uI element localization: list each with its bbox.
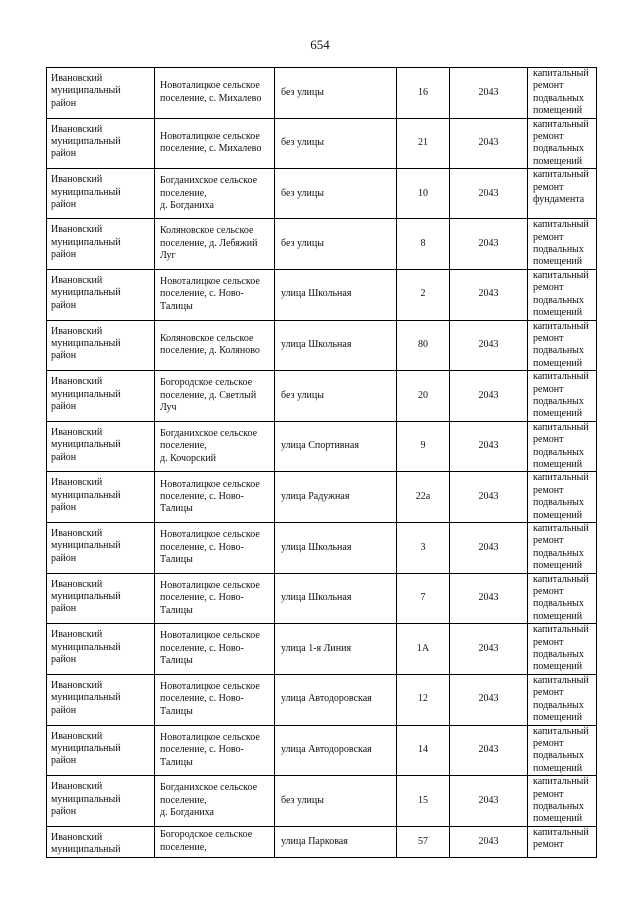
house-number-cell-text: 7: [420, 592, 426, 604]
work-type-cell-text: капитальный ремонт подвальных помещений: [533, 421, 589, 470]
work-type-cell-text: капитальный ремонт подвальных помещений: [533, 371, 589, 420]
work-type-cell-text: капитальный ремонт подвальных помещений: [533, 624, 589, 673]
settlement-cell: [155, 523, 275, 574]
settlement-cell-text: Богородское сельское поселение, д. Светлый Луч: [160, 377, 257, 414]
street-cell-text: улица Радужная: [281, 490, 350, 502]
work-type-cell: [528, 219, 597, 270]
house-number-cell: [397, 118, 450, 169]
settlement-cell: [155, 118, 275, 169]
district-cell: [47, 624, 155, 675]
street-cell: [275, 421, 397, 472]
district-cell: [47, 118, 155, 169]
year-cell: [450, 118, 528, 169]
year-cell-text: 2043: [478, 440, 499, 452]
settlement-cell-text: Коляновское сельское поселение, д. Лебяжий Луг: [160, 225, 258, 262]
house-number-cell-text: 12: [418, 693, 428, 705]
year-cell-text: 2043: [478, 642, 499, 654]
district-cell: [47, 472, 155, 523]
district-cell-text: Ивановский муниципальный: [51, 831, 121, 856]
settlement-cell-text: Новоталицкое сельское поселение, с. Ново- Талицы: [160, 681, 260, 717]
work-type-cell: [528, 523, 597, 574]
street-cell: [275, 371, 397, 422]
year-cell-text: 2043: [478, 835, 499, 847]
year-cell-text: 2043: [478, 794, 499, 806]
year-cell: [450, 68, 528, 119]
district-cell: [47, 371, 155, 422]
table-row: [47, 371, 597, 422]
table-row: [47, 118, 597, 169]
street-cell: [275, 68, 397, 119]
house-number-cell-text: 1А: [416, 642, 430, 654]
house-number-cell: [397, 219, 450, 270]
year-cell: [450, 421, 528, 472]
work-type-cell: [528, 269, 597, 320]
house-number-cell: [397, 523, 450, 574]
district-cell: [47, 269, 155, 320]
district-cell-text: Ивановский муниципальный район: [51, 376, 121, 412]
house-number-cell-text: 22а: [415, 490, 431, 502]
street-cell-text: без улицы: [281, 794, 324, 806]
street-cell: [275, 826, 397, 857]
year-cell-text: 2043: [478, 744, 499, 756]
house-number-cell: [397, 269, 450, 320]
work-type-cell-text: капитальный ремонт подвальных помещений: [533, 320, 589, 369]
house-number-cell: [397, 725, 450, 776]
house-number-cell-text: 2: [420, 288, 426, 300]
settlement-cell: [155, 320, 275, 371]
house-number-cell: [397, 826, 450, 857]
year-cell-text: 2043: [478, 592, 499, 604]
district-cell: [47, 573, 155, 624]
work-type-cell: [528, 674, 597, 725]
district-cell-text: Ивановский муниципальный район: [51, 73, 121, 109]
house-number-cell-text: 15: [418, 794, 428, 806]
year-cell: [450, 269, 528, 320]
work-type-cell-text: капитальный ремонт подвальных помещений: [533, 776, 589, 825]
year-cell: [450, 169, 528, 219]
settlement-cell-text: Новоталицкое сельское поселение, с. Ново- Талицы: [160, 630, 260, 667]
district-cell: [47, 826, 155, 857]
work-type-cell-text: капитальный ремонт подвальных помещений: [533, 674, 589, 724]
work-type-cell: [528, 826, 597, 857]
house-number-cell: [397, 776, 450, 827]
house-number-cell-text: 57: [418, 835, 428, 847]
year-cell-text: 2043: [478, 288, 499, 300]
house-number-cell: [397, 371, 450, 422]
house-number-cell-text: 16: [418, 86, 428, 98]
year-cell-text: 2043: [478, 541, 499, 553]
district-cell: [47, 776, 155, 827]
settlement-cell-text: Богданихское сельское поселение, д. Богданиха: [160, 782, 258, 819]
settlement-cell-text: Богородское сельское поселение,: [160, 829, 253, 853]
house-number-cell: [397, 169, 450, 219]
work-type-cell-text: капитальный ремонт подвальных помещений: [533, 118, 589, 167]
house-number-cell: [397, 421, 450, 472]
year-cell: [450, 725, 528, 776]
work-type-cell: [528, 472, 597, 523]
street-cell: [275, 118, 397, 169]
year-cell: [450, 624, 528, 675]
table-row: [47, 624, 597, 675]
district-cell: [47, 219, 155, 270]
street-cell-text: без улицы: [281, 237, 324, 249]
table-row: [47, 68, 597, 119]
street-cell: [275, 725, 397, 776]
district-cell-text: Ивановский муниципальный район: [51, 629, 121, 666]
year-cell: [450, 674, 528, 725]
district-cell: [47, 169, 155, 219]
settlement-cell-text: Новоталицкое сельское поселение, с. Ново- Талицы: [160, 579, 260, 616]
work-type-cell-text: капитальный ремонт: [533, 826, 589, 851]
table-row: [47, 573, 597, 624]
district-cell-text: Ивановский муниципальный район: [51, 123, 121, 160]
street-cell-text: улица Школьная: [281, 288, 352, 300]
year-cell-text: 2043: [478, 237, 499, 249]
work-type-cell: [528, 776, 597, 827]
work-type-cell-text: капитальный ремонт подвальных помещений: [533, 725, 589, 774]
house-number-cell-text: 8: [420, 237, 426, 249]
street-cell: [275, 674, 397, 725]
district-cell: [47, 523, 155, 574]
house-number-cell: [397, 674, 450, 725]
street-cell: [275, 523, 397, 574]
settlement-cell-text: Новоталицкое сельское поселение, с. Ново- Талицы: [160, 529, 260, 566]
street-cell-text: без улицы: [281, 137, 324, 149]
settlement-cell: [155, 472, 275, 523]
house-number-cell-text: 3: [420, 541, 426, 553]
street-cell-text: улица Школьная: [281, 541, 352, 553]
district-cell: [47, 421, 155, 472]
settlement-cell-text: Коляновское сельское поселение, д. Коляново: [160, 332, 260, 357]
housing-repair-table: [46, 67, 597, 858]
street-cell: [275, 219, 397, 270]
district-cell: [47, 68, 155, 119]
table-row: [47, 219, 597, 270]
settlement-cell: [155, 826, 275, 857]
street-cell: [275, 320, 397, 371]
work-type-cell: [528, 371, 597, 422]
district-cell: [47, 674, 155, 725]
district-cell-text: Ивановский муниципальный район: [51, 578, 121, 615]
street-cell-text: улица Автодоровская: [281, 744, 372, 756]
work-type-cell-text: капитальный ремонт подвальных помещений: [533, 472, 589, 521]
settlement-cell-text: Богданихское сельское поселение, д. Кочорский: [160, 427, 258, 464]
district-cell-text: Ивановский муниципальный район: [51, 224, 121, 261]
table-row: [47, 269, 597, 320]
district-cell-text: Ивановский муниципальный район: [51, 528, 121, 564]
district-cell-text: Ивановский муниципальный район: [51, 679, 121, 716]
district-cell-text: Ивановский муниципальный район: [51, 781, 121, 817]
year-cell-text: 2043: [478, 490, 499, 502]
street-cell: [275, 573, 397, 624]
work-type-cell: [528, 118, 597, 169]
year-cell: [450, 573, 528, 624]
house-number-cell-text: 14: [418, 744, 428, 756]
settlement-cell: [155, 573, 275, 624]
table-row: [47, 169, 597, 219]
house-number-cell: [397, 68, 450, 119]
table-row: [47, 472, 597, 523]
work-type-cell-text: капитальный ремонт фундамента: [533, 169, 589, 206]
house-number-cell: [397, 624, 450, 675]
year-cell-text: 2043: [478, 339, 499, 351]
settlement-cell: [155, 776, 275, 827]
house-number-cell: [397, 472, 450, 523]
district-cell: [47, 725, 155, 776]
district-cell-text: Ивановский муниципальный район: [51, 325, 121, 362]
settlement-cell-text: Новоталицкое сельское поселение, с. Михалево: [160, 80, 262, 104]
year-cell: [450, 371, 528, 422]
work-type-cell: [528, 624, 597, 675]
street-cell-text: без улицы: [281, 187, 324, 199]
work-type-cell-text: капитальный ремонт подвальных помещений: [533, 219, 589, 268]
street-cell: [275, 776, 397, 827]
district-cell-text: Ивановский муниципальный район: [51, 174, 121, 211]
house-number-cell-text: 21: [418, 137, 428, 149]
street-cell-text: улица Автодоровская: [281, 693, 372, 705]
year-cell-text: 2043: [478, 389, 499, 401]
table-row: [47, 725, 597, 776]
table-row: [47, 523, 597, 574]
table-row: [47, 826, 597, 857]
work-type-cell: [528, 320, 597, 371]
street-cell-text: улица 1-я Линия: [281, 642, 352, 654]
year-cell: [450, 472, 528, 523]
year-cell: [450, 523, 528, 574]
work-type-cell-text: капитальный ремонт подвальных помещений: [533, 573, 589, 622]
work-type-cell: [528, 421, 597, 472]
work-type-cell: [528, 68, 597, 119]
work-type-cell-text: капитальный ремонт подвальных помещений: [533, 523, 589, 572]
table-row: [47, 674, 597, 725]
house-number-cell-text: 9: [420, 440, 426, 452]
page-number: 654: [310, 37, 330, 52]
year-cell: [450, 776, 528, 827]
year-cell-text: 2043: [478, 693, 499, 705]
street-cell-text: улица Спортивная: [281, 440, 359, 452]
settlement-cell: [155, 624, 275, 675]
settlement-cell: [155, 169, 275, 219]
district-cell-text: Ивановский муниципальный район: [51, 274, 121, 311]
settlement-cell-text: Новоталицкое сельское поселение, с. Ново- Талицы: [160, 276, 260, 312]
table-body: [47, 68, 597, 858]
house-number-cell-text: 10: [418, 187, 428, 199]
house-number-cell: [397, 320, 450, 371]
street-cell-text: без улицы: [281, 389, 324, 401]
settlement-cell: [155, 219, 275, 270]
year-cell-text: 2043: [478, 86, 499, 98]
house-number-cell: [397, 573, 450, 624]
year-cell: [450, 826, 528, 857]
year-cell: [450, 219, 528, 270]
settlement-cell-text: Богданихское сельское поселение, д. Богданиха: [160, 175, 258, 211]
district-cell-text: Ивановский муниципальный район: [51, 730, 121, 767]
year-cell: [450, 320, 528, 371]
table-row: [47, 320, 597, 371]
district-cell-text: Ивановский муниципальный район: [51, 426, 121, 463]
work-type-cell-text: капитальный ремонт подвальных помещений: [533, 68, 589, 117]
house-number-cell-text: 20: [418, 389, 428, 401]
work-type-cell-text: капитальный ремонт подвальных помещений: [533, 269, 589, 319]
street-cell-text: улица Парковая: [281, 835, 348, 847]
settlement-cell: [155, 269, 275, 320]
table-row: [47, 776, 597, 827]
street-cell-text: улица Школьная: [281, 339, 352, 351]
street-cell-text: без улицы: [281, 86, 324, 98]
settlement-cell: [155, 421, 275, 472]
settlement-cell: [155, 725, 275, 776]
settlement-cell-text: Новоталицкое сельское поселение, с. Ново- Талицы: [160, 731, 260, 768]
work-type-cell: [528, 573, 597, 624]
settlement-cell: [155, 674, 275, 725]
district-cell: [47, 320, 155, 371]
year-cell-text: 2043: [478, 187, 499, 199]
street-cell: [275, 269, 397, 320]
street-cell: [275, 624, 397, 675]
street-cell: [275, 472, 397, 523]
table-row: [47, 421, 597, 472]
house-number-cell-text: 80: [418, 339, 428, 351]
settlement-cell: [155, 371, 275, 422]
work-type-cell: [528, 725, 597, 776]
district-cell-text: Ивановский муниципальный район: [51, 477, 121, 514]
settlement-cell-text: Новоталицкое сельское поселение, с. Михалево: [160, 131, 262, 155]
settlement-cell-text: Новоталицкое сельское поселение, с. Ново- Талицы: [160, 478, 260, 515]
year-cell-text: 2043: [478, 137, 499, 149]
street-cell-text: улица Школьная: [281, 592, 352, 604]
street-cell: [275, 169, 397, 219]
settlement-cell: [155, 68, 275, 119]
work-type-cell: [528, 169, 597, 219]
